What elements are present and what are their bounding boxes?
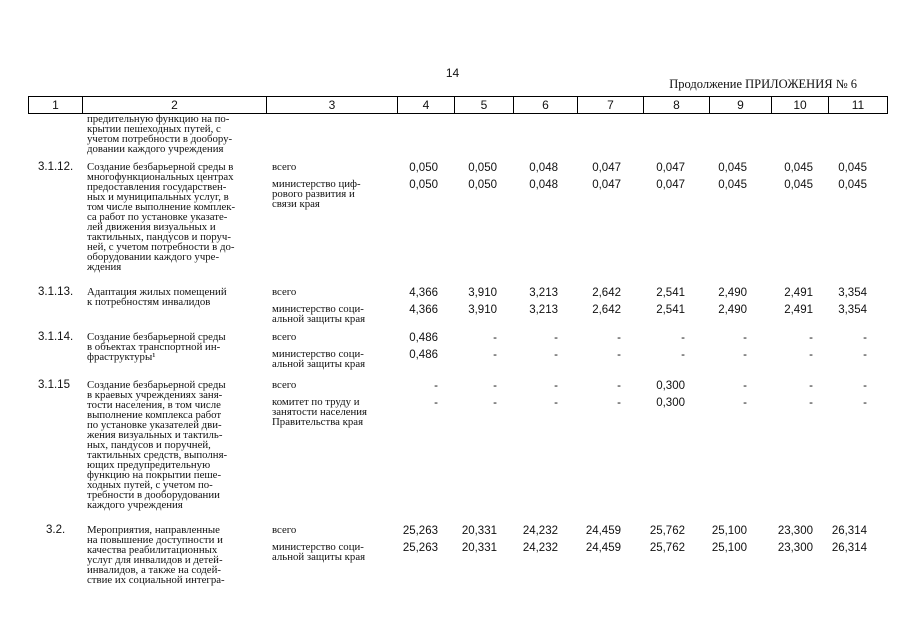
value-col-11: - (863, 380, 867, 392)
value-col-8: - (681, 349, 685, 361)
row-code: 3.1.15 (38, 379, 70, 391)
row-description: Создание безбарьерной среды в объектах транспортной ин- фраструктуры¹ (87, 331, 226, 363)
header-col-10: 10 (772, 97, 829, 114)
value-col-7: 24,459 (585, 542, 621, 554)
header-col-5: 5 (455, 97, 514, 114)
value-col-8: 25,762 (649, 542, 685, 554)
row-source: министерство соци- альной защиты края (272, 348, 366, 370)
value-col-5: 20,331 (461, 525, 497, 537)
value-col-6: 24,232 (522, 525, 558, 537)
value-col-9: 25,100 (711, 542, 747, 554)
value-col-10: 23,300 (777, 525, 813, 537)
value-col-6: 3,213 (529, 287, 558, 299)
row-code: 3.1.14. (38, 331, 74, 343)
value-col-6: - (554, 332, 558, 344)
value-col-7: 2,642 (592, 287, 621, 299)
value-col-6: - (554, 349, 558, 361)
row-source: министерство соци- альной защиты края (272, 303, 366, 325)
value-col-8: 0,047 (656, 179, 685, 191)
value-col-9: 0,045 (718, 179, 747, 191)
row-source: всего (272, 524, 297, 536)
value-col-9: 2,490 (718, 304, 747, 316)
value-col-5: 20,331 (461, 542, 497, 554)
row-description: Адаптация жилых помещений к потребностям инвалидов (87, 286, 227, 308)
row-description: Создание безбарьерной среды в краевых учреждениях заня- тости населения, в том числе выполнение комплекса работ по установке указателей дви- жения визуальных и тактиль- ных, пандусов и поручней, тактильных средств, выполня- ющих предупредительную функцию на покрытии пеше- ходных путей, с учетом по- требности в дооборудовании каждого учреждения (87, 379, 228, 511)
header-col-1: 1 (29, 97, 83, 114)
value-col-6: - (554, 380, 558, 392)
value-col-11: 3,354 (838, 287, 867, 299)
value-col-7: - (617, 397, 621, 409)
row-description: Создание безбарьерной среды в многофункциональных центрах предоставления государствен- ных и муниципальных услуг, в том числе выполнение комплек- са работ по установке указате- лей движения визуальных и тактильных, пандусов и поруч- ней, с учетом потребности в до- оборудовании каждого учре- ждения (87, 161, 236, 273)
header-col-7: 7 (578, 97, 644, 114)
header-col-11: 11 (829, 97, 888, 114)
value-col-11: 0,045 (838, 179, 867, 191)
value-col-5: - (493, 397, 497, 409)
value-col-8: 0,300 (656, 397, 685, 409)
value-col-5: - (493, 332, 497, 344)
value-col-9: 0,045 (718, 162, 747, 174)
value-col-10: 0,045 (784, 179, 813, 191)
value-col-8: 0,300 (656, 380, 685, 392)
row-source: всего (272, 379, 297, 391)
value-col-11: - (863, 332, 867, 344)
value-col-9: - (743, 332, 747, 344)
value-col-9: - (743, 397, 747, 409)
value-col-8: 2,541 (656, 287, 685, 299)
value-col-4: 4,366 (409, 287, 438, 299)
value-col-10: 2,491 (784, 304, 813, 316)
value-col-4: 0,486 (409, 332, 438, 344)
value-col-4: 4,366 (409, 304, 438, 316)
value-col-6: 0,048 (529, 179, 558, 191)
appendix-title: Продолжение ПРИЛОЖЕНИЯ № 6 (669, 77, 857, 91)
value-col-11: 0,045 (838, 162, 867, 174)
header-col-4: 4 (398, 97, 455, 114)
row-description: Мероприятия, направленные на повышение доступности и качества реабилитационных услуг для инвалидов и детей- инвалидов, а также на содей- ствие их социальной интегра- (87, 524, 225, 586)
value-col-4: 25,263 (402, 542, 438, 554)
value-col-7: 0,047 (592, 179, 621, 191)
value-col-9: 25,100 (711, 525, 747, 537)
value-col-8: 25,762 (649, 525, 685, 537)
value-col-10: - (809, 349, 813, 361)
header-col-3: 3 (267, 97, 398, 114)
value-col-5: - (493, 380, 497, 392)
value-col-6: 3,213 (529, 304, 558, 316)
value-col-10: 0,045 (784, 162, 813, 174)
header-col-9: 9 (710, 97, 772, 114)
value-col-7: 0,047 (592, 162, 621, 174)
value-col-10: - (809, 332, 813, 344)
value-col-7: - (617, 332, 621, 344)
value-col-7: 24,459 (585, 525, 621, 537)
value-col-5: - (493, 349, 497, 361)
value-col-9: - (743, 380, 747, 392)
row-source: всего (272, 286, 297, 298)
value-col-4: 0,050 (409, 179, 438, 191)
value-col-10: - (809, 380, 813, 392)
value-col-11: 3,354 (838, 304, 867, 316)
value-col-10: 23,300 (777, 542, 813, 554)
value-col-7: - (617, 380, 621, 392)
value-col-4: 0,050 (409, 162, 438, 174)
row-source: министерство соци- альной защиты края (272, 541, 366, 563)
value-col-7: - (617, 349, 621, 361)
value-col-11: - (863, 349, 867, 361)
row-source: министерство циф- рового развития и связи края (272, 178, 361, 210)
value-col-4: - (434, 380, 438, 392)
value-col-11: 26,314 (831, 542, 867, 554)
table-header (28, 96, 888, 114)
header-col-8: 8 (644, 97, 710, 114)
value-col-10: - (809, 397, 813, 409)
value-col-8: 2,541 (656, 304, 685, 316)
value-col-11: - (863, 397, 867, 409)
value-col-6: 0,048 (529, 162, 558, 174)
value-col-4: - (434, 397, 438, 409)
header-col-2: 2 (83, 97, 267, 114)
value-col-10: 2,491 (784, 287, 813, 299)
value-col-7: 2,642 (592, 304, 621, 316)
row-source: комитет по труду и занятости населения Правительства края (272, 396, 368, 428)
value-col-4: 0,486 (409, 349, 438, 361)
row-code: 3.2. (46, 524, 66, 536)
page-number: 14 (445, 66, 460, 80)
row-source: всего (272, 331, 297, 343)
value-col-8: - (681, 332, 685, 344)
value-col-9: - (743, 349, 747, 361)
row-source: всего (272, 161, 297, 173)
value-col-5: 0,050 (468, 162, 497, 174)
continuation-text: предительную функцию на по- крытии пешеходных путей, с учетом потребности в дообору- довании каждого учреждения (87, 113, 233, 155)
value-col-5: 3,910 (468, 304, 497, 316)
value-col-8: 0,047 (656, 162, 685, 174)
value-col-6: 24,232 (522, 542, 558, 554)
row-code: 3.1.12. (38, 161, 74, 173)
value-col-4: 25,263 (402, 525, 438, 537)
value-col-5: 0,050 (468, 179, 497, 191)
value-col-11: 26,314 (831, 525, 867, 537)
value-col-5: 3,910 (468, 287, 497, 299)
row-code: 3.1.13. (38, 286, 74, 298)
value-col-6: - (554, 397, 558, 409)
value-col-9: 2,490 (718, 287, 747, 299)
header-col-6: 6 (514, 97, 578, 114)
